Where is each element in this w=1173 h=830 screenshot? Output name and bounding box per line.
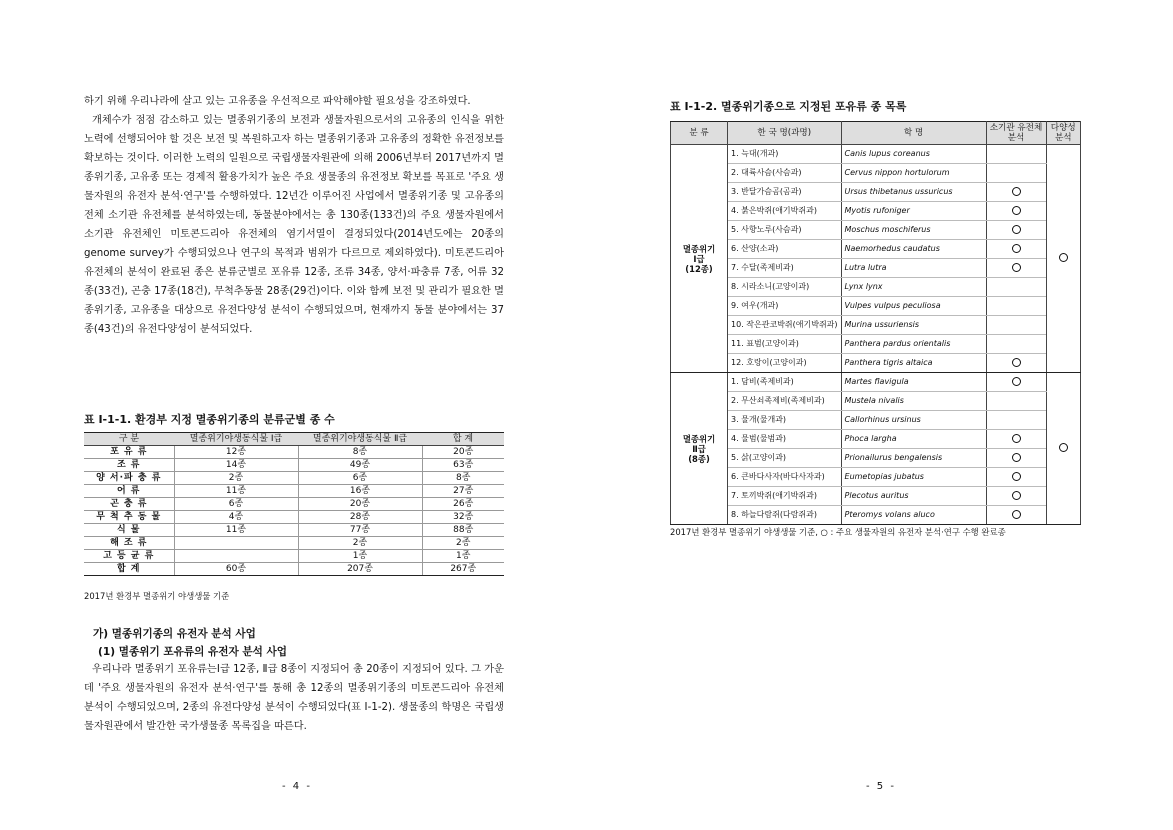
organelle-analysis-mark <box>986 164 1046 183</box>
organelle-analysis-mark <box>986 221 1046 240</box>
body-paragraphs <box>84 92 504 339</box>
circle-mark-icon <box>1012 453 1021 462</box>
table-endangered-species-counts <box>84 432 504 576</box>
table-row <box>671 487 1081 506</box>
paragraph-2: 개체수가 점점 감소하고 있는 멸종위기종의 보전과 생물자원으로서의 고유종의 인식을 위한 노력에 선행되어야 할 것은 보전 및 복원하고자 하는 멸종위기종과 고유종의 정확한 유전정보를 확보하는 것이다. 이러한 노력의 일원으로 국립생물자원관에 의해 2006년부터 2017년까지 멸종위기종, 고유종 또는 경제적 활용가치가 높은 주요 생물종의 유전정보 확보를 목표로 '주요 생물자원의 유전자 분석·연구'를 수행하였다. 12년간 이루어진 사업에서 멸종위기종 및 고유종의 전체 소기관 유전체를 분석하였는데, 동물분야에서는 총 130종(133건)의 주요 생물자원에서 소기관 유전체인 미토콘드리아 유전체의 염기서열이 결정되었다(2014년도에는 20종의 genome survey가 수행되었으나 연구의 목적과 범위가 다르므로 제외하였다). 미토콘드리아 유전체의 분석이 완료된 종은 분류군별로 포유류 12종, 조류 34종, 양서·파충류 7종, 어류 32종(33건), 곤충 17종(18건), 무척추동물 28종(29건)이다. 이와 함께 보전 및 관리가 필요한 멸종위기종, 고유종을 대상으로 유전다양성 분석이 수행되었으며, 현재까지 동물 분야에서는 37종(43건)의 유전다양성이 분석되었다. <box>84 115 504 335</box>
paragraph-3: 우리나라 멸종위기 포유류는Ⅰ급 12종, Ⅱ급 8종이 지정되어 총 20종이 지정되어 있다. 그 가운데 '주요 생물자원의 유전자 분석·연구'를 통해 총 12종의 멸종위기종의 미토콘드리아 유전체 분석이 수행되었으며, 2종의 유전다양성 분석이 수행되었다(표 Ⅰ-1-2). 생물종의 학명은 국립생물자원관에서 발간한 국가생물종 목록집을 따른다. <box>84 664 504 732</box>
table-row <box>84 446 504 459</box>
table2-note: 2017년 환경부 멸종위기 야생생물 기준, ○ : 주요 생물자원의 유전자 분석·연구 수행 완료종 <box>670 527 1006 537</box>
scientific-name: Mustela nivalis <box>841 392 986 411</box>
header-class1: 멸종위기야생동식물 Ⅰ급 <box>174 433 298 446</box>
row-count: 63종 <box>422 459 504 472</box>
paragraph-1: 하기 위해 우리나라에 살고 있는 고유종을 우선적으로 파악해야할 필요성을 강조하였다. <box>84 96 471 107</box>
table-row <box>671 297 1081 316</box>
circle-mark-icon <box>1012 263 1021 272</box>
group-label-line: 멸종위기 <box>682 433 716 444</box>
table-row <box>671 221 1081 240</box>
korean-name: 2. 무산쇠족제비(족제비과) <box>728 392 842 411</box>
row-count: 49종 <box>298 459 422 472</box>
organelle-analysis-mark <box>986 506 1046 525</box>
korean-name: 5. 사향노루(사슴과) <box>728 221 842 240</box>
scientific-name: Moschus moschiferus <box>841 221 986 240</box>
organelle-analysis-mark <box>986 430 1046 449</box>
scientific-name: Panthera tigris altaica <box>841 354 986 373</box>
header-class2: 멸종위기야생동식물 Ⅱ급 <box>298 433 422 446</box>
row-count: 11종 <box>174 485 298 498</box>
korean-name: 6. 큰바다사자(바다사자과) <box>728 468 842 487</box>
korean-name: 5. 삵(고양이과) <box>728 449 842 468</box>
korean-name: 11. 표범(고양이과) <box>728 335 842 354</box>
row-count: 2종 <box>174 472 298 485</box>
organelle-analysis-mark <box>986 487 1046 506</box>
organelle-analysis-mark <box>986 278 1046 297</box>
row-category: 포 유 류 <box>84 446 174 459</box>
row-category: 조 류 <box>84 459 174 472</box>
row-count: 2종 <box>422 537 504 550</box>
organelle-analysis-mark <box>986 240 1046 259</box>
right-page <box>586 0 1173 830</box>
group-label <box>671 145 728 373</box>
header-organelle-genome: 소기관 유전체분석 <box>986 122 1046 145</box>
scientific-name: Prionailurus bengalensis <box>841 449 986 468</box>
table-row <box>671 354 1081 373</box>
row-count: 4종 <box>174 511 298 524</box>
row-count: 28종 <box>298 511 422 524</box>
organelle-analysis-mark <box>986 392 1046 411</box>
circle-mark-icon <box>1012 491 1021 500</box>
korean-name: 8. 하늘다람쥐(다람쥐과) <box>728 506 842 525</box>
table-row <box>671 449 1081 468</box>
scientific-name: Ursus thibetanus ussuricus <box>841 183 986 202</box>
circle-mark-icon <box>1012 434 1021 443</box>
row-count <box>174 537 298 550</box>
page-number-right: - 5 - <box>866 781 896 792</box>
header-total: 합 계 <box>422 433 504 446</box>
circle-mark-icon <box>1012 206 1021 215</box>
row-count: 14종 <box>174 459 298 472</box>
organelle-analysis-mark <box>986 335 1046 354</box>
table-row <box>84 563 504 576</box>
table-row <box>671 240 1081 259</box>
table-row <box>671 278 1081 297</box>
header-diversity: 다양성분석 <box>1046 122 1080 145</box>
circle-mark-icon <box>1012 510 1021 519</box>
row-category: 곤 충 류 <box>84 498 174 511</box>
row-count: 8종 <box>298 446 422 459</box>
table-row <box>84 459 504 472</box>
header-scientific-name: 학 명 <box>841 122 986 145</box>
circle-mark-icon <box>1059 253 1068 262</box>
korean-name: 7. 수달(족제비과) <box>728 259 842 278</box>
group-label-line: Ⅱ급 <box>692 443 706 454</box>
table-row <box>671 316 1081 335</box>
korean-name: 2. 대륙사슴(사슴과) <box>728 164 842 183</box>
table1-note: 2017년 환경부 멸종위기 야생생물 기준 <box>84 591 230 601</box>
scientific-name: Pteromys volans aluco <box>841 506 986 525</box>
scientific-name: Plecotus auritus <box>841 487 986 506</box>
row-category: 어 류 <box>84 485 174 498</box>
korean-name: 8. 시라소니(고양이과) <box>728 278 842 297</box>
scientific-name: Martes flavigula <box>841 373 986 392</box>
scientific-name: Phoca largha <box>841 430 986 449</box>
scientific-name: Murina ussuriensis <box>841 316 986 335</box>
organelle-analysis-mark <box>986 468 1046 487</box>
table2-caption: 표 Ⅰ-1-2. 멸종위기종으로 지정된 포유류 종 목록 <box>670 100 907 113</box>
row-count: 20종 <box>298 498 422 511</box>
table-row <box>671 430 1081 449</box>
scientific-name: Lutra lutra <box>841 259 986 278</box>
row-count: 2종 <box>298 537 422 550</box>
scientific-name: Myotis rufoniger <box>841 202 986 221</box>
korean-name: 1. 늑대(개과) <box>728 145 842 164</box>
scientific-name: Naemorhedus caudatus <box>841 240 986 259</box>
table-row <box>84 511 504 524</box>
organelle-analysis-mark <box>986 297 1046 316</box>
diversity-analysis-mark <box>1046 373 1080 525</box>
row-count: 6종 <box>174 498 298 511</box>
table2-header-row <box>671 122 1081 145</box>
korean-name: 12. 호랑이(고양이과) <box>728 354 842 373</box>
table-row <box>671 145 1081 164</box>
table-row <box>671 335 1081 354</box>
table-row <box>671 506 1081 525</box>
organelle-analysis-mark <box>986 202 1046 221</box>
table-row <box>671 259 1081 278</box>
circle-mark-icon <box>1059 443 1068 452</box>
korean-name: 9. 여우(개과) <box>728 297 842 316</box>
row-count: 27종 <box>422 485 504 498</box>
table-row <box>671 411 1081 430</box>
table-row <box>671 468 1081 487</box>
row-category: 식 물 <box>84 524 174 537</box>
row-count: 16종 <box>298 485 422 498</box>
row-count <box>174 550 298 563</box>
korean-name: 4. 붉은박쥐(애기박쥐과) <box>728 202 842 221</box>
row-count: 207종 <box>298 563 422 576</box>
row-category: 양 서·파 충 류 <box>84 472 174 485</box>
scientific-name: Callorhinus ursinus <box>841 411 986 430</box>
diversity-analysis-mark <box>1046 145 1080 373</box>
header-category: 구 분 <box>84 433 174 446</box>
korean-name: 1. 담비(족제비과) <box>728 373 842 392</box>
group-label-line: Ⅰ급 <box>693 253 705 264</box>
table-header-row <box>84 433 504 446</box>
row-count: 20종 <box>422 446 504 459</box>
table-row <box>671 164 1081 183</box>
row-count: 267종 <box>422 563 504 576</box>
row-count: 12종 <box>174 446 298 459</box>
section-heading: 가) 멸종위기종의 유전자 분석 사업 <box>93 628 256 640</box>
row-category: 무 척 추 동 물 <box>84 511 174 524</box>
circle-mark-icon <box>1012 472 1021 481</box>
subsection-heading: (1) 멸종위기 포유류의 유전자 분석 사업 <box>98 646 287 658</box>
row-count: 1종 <box>422 550 504 563</box>
table-row <box>671 183 1081 202</box>
korean-name: 4. 물범(물범과) <box>728 430 842 449</box>
table-row <box>84 550 504 563</box>
organelle-analysis-mark <box>986 316 1046 335</box>
circle-mark-icon <box>1012 225 1021 234</box>
table1-caption: 표 Ⅰ-1-1. 환경부 지정 멸종위기종의 분류군별 종 수 <box>84 413 335 426</box>
organelle-analysis-mark <box>986 354 1046 373</box>
row-category: 고 등 균 류 <box>84 550 174 563</box>
circle-mark-icon <box>1012 377 1021 386</box>
row-category: 해 조 류 <box>84 537 174 550</box>
row-count: 11종 <box>174 524 298 537</box>
row-count: 60종 <box>174 563 298 576</box>
row-count: 6종 <box>298 472 422 485</box>
table-row <box>671 392 1081 411</box>
scientific-name: Canis lupus coreanus <box>841 145 986 164</box>
table-row <box>671 373 1081 392</box>
row-count: 1종 <box>298 550 422 563</box>
row-count: 88종 <box>422 524 504 537</box>
korean-name: 7. 토끼박쥐(애기박쥐과) <box>728 487 842 506</box>
scientific-name: Eumetopias jubatus <box>841 468 986 487</box>
circle-mark-icon <box>1012 187 1021 196</box>
row-count: 77종 <box>298 524 422 537</box>
organelle-analysis-mark <box>986 145 1046 164</box>
circle-mark-icon <box>1012 244 1021 253</box>
organelle-analysis-mark <box>986 373 1046 392</box>
header-classification: 분 류 <box>671 122 728 145</box>
row-count: 26종 <box>422 498 504 511</box>
table-row <box>671 202 1081 221</box>
scientific-name: Lynx lynx <box>841 278 986 297</box>
table-row <box>84 498 504 511</box>
organelle-analysis-mark <box>986 259 1046 278</box>
table-row <box>84 485 504 498</box>
scientific-name: Panthera pardus orientalis <box>841 335 986 354</box>
organelle-analysis-mark <box>986 411 1046 430</box>
page-number-left: - 4 - <box>282 781 312 792</box>
korean-name: 6. 산양(소과) <box>728 240 842 259</box>
circle-mark-icon <box>1012 358 1021 367</box>
row-count: 32종 <box>422 511 504 524</box>
group-label-line: (12종) <box>685 263 713 274</box>
scientific-name: Vulpes vulpus peculiosa <box>841 297 986 316</box>
left-page <box>0 0 586 830</box>
organelle-analysis-mark <box>986 183 1046 202</box>
group-label <box>671 373 728 525</box>
table-row <box>84 537 504 550</box>
row-count: 8종 <box>422 472 504 485</box>
scientific-name: Cervus nippon hortulorum <box>841 164 986 183</box>
korean-name: 10. 작은관코박쥐(애기박쥐과) <box>728 316 842 335</box>
table-row <box>84 524 504 537</box>
group-label-line: 멸종위기 <box>682 243 716 254</box>
table-row <box>84 472 504 485</box>
header-korean-name: 한 국 명(과명) <box>728 122 842 145</box>
korean-name: 3. 반달가슴곰(곰과) <box>728 183 842 202</box>
table-endangered-mammals <box>670 121 1081 525</box>
body-paragraph-3 <box>84 660 504 736</box>
korean-name: 3. 물개(물개과) <box>728 411 842 430</box>
row-category: 합 계 <box>84 563 174 576</box>
group-label-line: (8종) <box>688 453 710 464</box>
organelle-analysis-mark <box>986 449 1046 468</box>
